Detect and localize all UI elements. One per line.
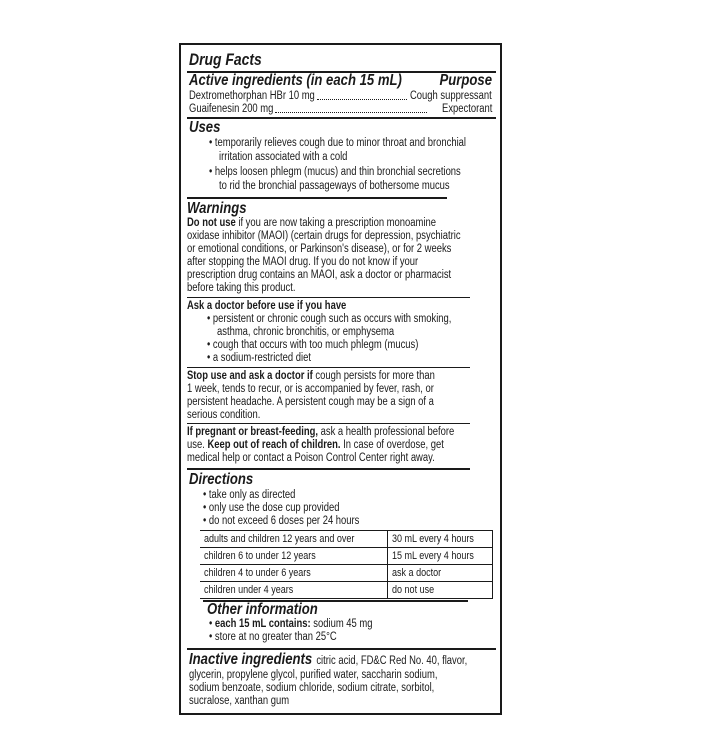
- do-not-use-text-2: oxidase inhibitor (MAOI) (certain drugs for depression, psychiatric: [187, 230, 461, 242]
- do-not-use-text-4: after stopping the MAOI drug. If you do not know if your: [187, 256, 419, 268]
- uses-item-1-line-2: irritation associated with a cold: [219, 151, 348, 163]
- ask-doctor-item-2-text: • cough that occurs with too much phlegm (mucus): [207, 339, 418, 352]
- do-not-use-line-4: [187, 256, 469, 269]
- dosage-table: [200, 530, 493, 599]
- directions-heading-text: Directions: [189, 471, 254, 488]
- pregnant-text-3: medical help or contact a Poison Control Center right away.: [187, 452, 435, 464]
- do-not-use-line-5: [187, 269, 509, 282]
- other-info-item-2: [209, 631, 365, 644]
- inactive-text-2: glycerin, propylene glycol, purified water, saccharin sodium,: [189, 669, 438, 681]
- active-row-2-ingredient-text: Guaifenesin 200 mg: [189, 103, 274, 115]
- inactive-text-4: sucralose, xanthan gum: [189, 695, 290, 707]
- active-ingredients-heading-text: Active ingredients (in each 15 mL): [189, 72, 402, 89]
- active-row-2-purpose: [431, 103, 492, 116]
- do-not-use-line-3: [187, 243, 509, 256]
- directions-item-2-text: • only use the dose cup provided: [203, 502, 339, 515]
- ask-doctor-item-3: [207, 352, 334, 365]
- pregnant-line-2: [187, 439, 500, 452]
- purpose-heading: [428, 72, 492, 90]
- do-not-use-text-6: before taking this product.: [187, 282, 296, 294]
- do-not-use-text-3: or emotional conditions, or Parkinson's disease), or for 2 weeks: [187, 243, 452, 255]
- inactive-text-1: citric acid, FD&C Red No. 40, flavor,: [316, 655, 468, 667]
- warnings-heading: [187, 200, 260, 218]
- uses-item-2-line-1: • helps loosen phlegm (mucus) and thin bronchial secretions: [209, 166, 461, 179]
- pregnant-text-2-rest: In case of overdose, get: [340, 439, 444, 451]
- stop-use-rule: [187, 423, 470, 424]
- dosage-amount-text: 30 mL every 4 hours: [392, 533, 475, 545]
- dosage-age-cell: [200, 531, 388, 548]
- dosage-amount-cell: [388, 582, 493, 599]
- dosage-row: [200, 548, 493, 565]
- directions-item-3: [203, 515, 394, 528]
- active-row-1-purpose-text: Cough suppressant: [410, 90, 492, 102]
- uses-item-2-line-2: to rid the bronchial passageways of bothersome mucus: [219, 180, 450, 192]
- stop-use-line-2: [187, 383, 488, 396]
- dosage-amount-cell: [388, 531, 493, 548]
- warnings-rule: [187, 468, 470, 470]
- ask-doctor-item-1-line-2: asthma, chronic bronchitis, or emphysema: [217, 326, 395, 338]
- dosage-age-text: children 4 to under 6 years: [204, 567, 311, 579]
- uses-item-1-line-1: • temporarily relieves cough due to minor throat and bronchial: [209, 137, 466, 150]
- uses-heading: [189, 119, 227, 137]
- active-row-1-purpose: [392, 90, 492, 103]
- do-not-use-line-6: [187, 282, 319, 295]
- dosage-amount-text: ask a doctor: [392, 567, 442, 579]
- ask-doctor-item-2: [207, 339, 465, 352]
- dot-leader-2: [275, 112, 427, 113]
- dosage-row: [200, 565, 493, 582]
- uses-rule: [187, 197, 447, 199]
- dosage-age-cell: [200, 548, 388, 565]
- other-info-rule: [187, 648, 496, 650]
- dosage-age-text: children under 4 years: [204, 584, 294, 596]
- do-not-use-line-1: [187, 217, 491, 230]
- directions-heading: [189, 471, 267, 489]
- dosage-amount-text: 15 mL every 4 hours: [392, 550, 475, 562]
- directions-item-1-text: • take only as directed: [203, 489, 295, 502]
- ask-doctor-rule: [187, 367, 470, 368]
- inactive-line-3: [189, 682, 488, 695]
- uses-item-1-cont: [219, 151, 376, 164]
- directions-item-1: [203, 489, 316, 502]
- inactive-heading: Inactive ingredients: [189, 651, 313, 668]
- stop-use-text-3: persistent headache. A persistent cough may be a sign of a: [187, 396, 434, 408]
- ask-doctor-item-1: [207, 313, 505, 326]
- dosage-age-cell: [200, 565, 388, 582]
- do-not-use-lead: Do not use: [187, 217, 236, 229]
- dosage-row: [200, 582, 493, 599]
- ask-doctor-heading: [187, 300, 381, 313]
- pregnant-line-1: [187, 426, 513, 439]
- do-not-use-text-1: if you are now taking a prescription monoamine: [235, 217, 436, 229]
- active-row-1-ingredient-text: Dextromethorphan HBr 10 mg: [189, 90, 315, 102]
- inactive-text-3: sodium benzoate, sodium chloride, sodium citrate, sorbitol,: [189, 682, 435, 694]
- stop-use-line-4: [187, 409, 277, 422]
- active-ingredients-heading: [189, 72, 449, 90]
- drug-facts-title: [189, 50, 278, 69]
- dosage-age-text: children 6 to under 12 years: [204, 550, 316, 562]
- directions-item-2: [203, 502, 369, 515]
- ask-doctor-item-1-line-1: • persistent or chronic cough such as occurs with smoking,: [207, 313, 451, 326]
- stop-use-line-3: [187, 396, 488, 409]
- purpose-heading-text: Purpose: [439, 72, 492, 89]
- drug-facts-panel: [179, 43, 502, 715]
- active-row-1-ingredient: [189, 90, 342, 103]
- other-info-item-1-text: sodium 45 mg: [310, 618, 373, 630]
- ask-doctor-item-3-text: • a sodium-restricted diet: [207, 352, 311, 365]
- dosage-age-text: adults and children 12 years and over: [204, 533, 355, 545]
- stop-use-text-4: serious condition.: [187, 409, 261, 421]
- dosage-amount-cell: [388, 565, 493, 582]
- dosage-age-cell: [200, 582, 388, 599]
- pregnant-text-1: ask a health professional before: [317, 426, 455, 438]
- ask-doctor-item-1-cont: [217, 326, 433, 339]
- other-info-heading: [207, 601, 342, 619]
- pregnant-lead: If pregnant or breast-feeding,: [187, 426, 318, 438]
- inactive-line-4: [189, 695, 311, 708]
- directions-item-3-text: • do not exceed 6 doses per 24 hours: [203, 515, 359, 528]
- dosage-amount-text: do not use: [392, 584, 435, 596]
- pregnant-text-2-pre: use.: [187, 439, 208, 451]
- uses-item-1: [209, 137, 522, 150]
- pregnant-line-3: [187, 452, 489, 465]
- stop-use-text-2: 1 week, tends to recur, or is accompanied by fever, rash, or: [187, 383, 434, 395]
- uses-item-2: [209, 166, 516, 179]
- drug-facts-title-text: Drug Facts: [189, 50, 262, 69]
- uses-heading-text: Uses: [189, 119, 221, 136]
- other-info-item-1: [209, 618, 408, 631]
- stop-use-text-1: cough persists for more than: [312, 370, 435, 382]
- other-info-item-2-text: • store at no greater than 25°C: [209, 631, 337, 644]
- warnings-heading-text: Warnings: [187, 200, 247, 217]
- active-row-2-ingredient: [189, 103, 292, 116]
- uses-item-2-cont: [219, 180, 500, 193]
- dosage-amount-cell: [388, 548, 493, 565]
- dosage-row: [200, 531, 493, 548]
- do-not-use-text-5: prescription drug contains an MAOI, ask a doctor or pharmacist: [187, 269, 452, 281]
- active-row-2-purpose-text: Expectorant: [441, 103, 492, 115]
- do-not-use-rule: [187, 297, 470, 298]
- active-rule: [187, 117, 496, 119]
- inactive-line-2: [189, 669, 492, 682]
- stop-use-line-1: [187, 370, 489, 383]
- keep-out-of-reach: Keep out of reach of children.: [207, 439, 341, 451]
- do-not-use-line-2: [187, 230, 521, 243]
- stop-use-lead: Stop use and ask a doctor if: [187, 370, 313, 382]
- other-info-item-1-lead: each 15 mL contains:: [214, 618, 311, 630]
- other-info-heading-text: Other information: [207, 601, 318, 618]
- ask-doctor-heading-text: Ask a doctor before use if you have: [187, 300, 347, 312]
- inactive-line-1: [189, 651, 528, 669]
